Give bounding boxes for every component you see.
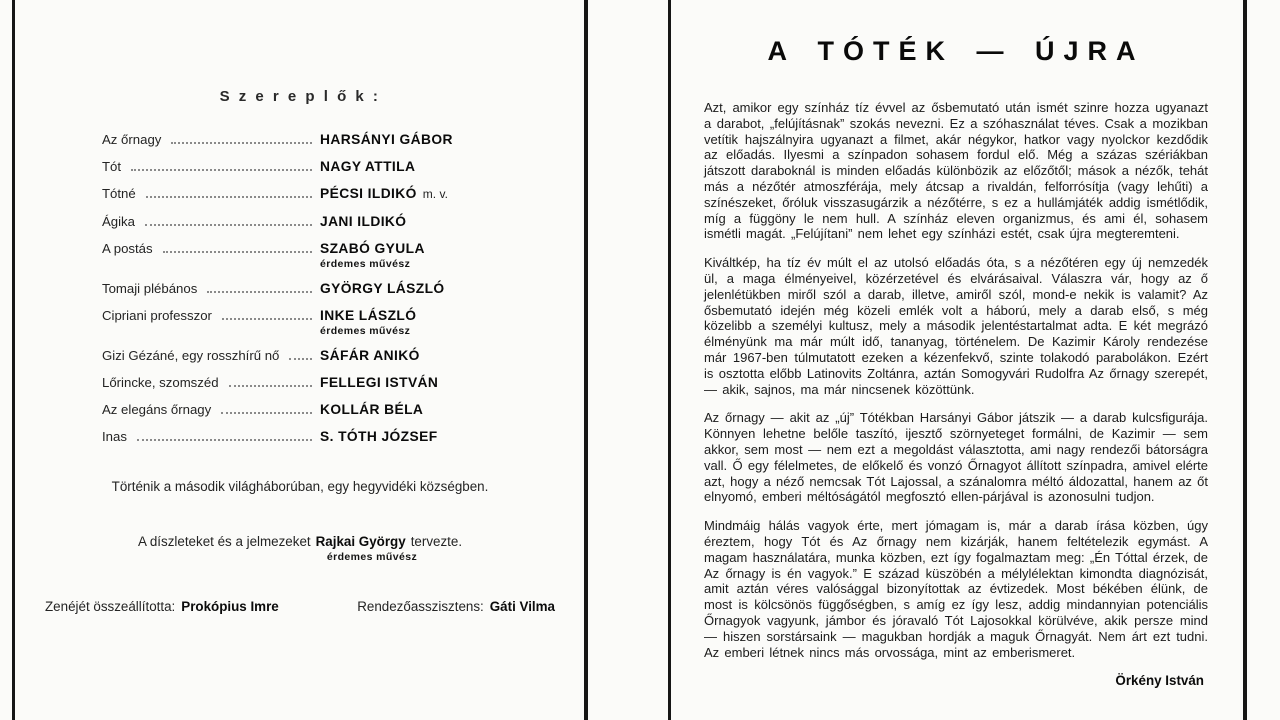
- dot-leader: [145, 213, 312, 226]
- actor-cell: [320, 131, 502, 148]
- dot-leader: [222, 307, 312, 320]
- actor-name: JANI ILDIKÓ: [320, 214, 407, 229]
- right-page-right-border: [1243, 0, 1247, 720]
- article-title: A TÓTÉK — ÚJRA: [767, 36, 1145, 66]
- cast-row: [102, 374, 502, 391]
- role-label: Inas: [102, 429, 127, 444]
- actor-cell: [320, 428, 502, 445]
- role-label: Tomaji plébános: [102, 281, 198, 296]
- actor-name: GYÖRGY LÁSZLÓ: [320, 281, 445, 296]
- cast-row: [102, 428, 502, 445]
- article-paragraph: Az őrnagy — akit az „új” Tótékban Harsányi Gábor játszik — a darab kulcsfigurája. Könnyen lehetne belőle taszító, ijesztő szörnyeteget formálni, de Kazimir — sem akkor, sem most — nem ezt a megoldást választotta, ami nagy rendezői bátorságra vall. Ő egy félelmetes, de előkelő és vonzó Őrnagyot állított színpadra, amivel elérte azt, hogy a néző nemcsak Tót Lajossal, a szánalomra méltó áldozattal, hanem az őt elnyomó, emberi méltóságától megfosztó ellen-párjával is azonosulni tudjon.: [704, 410, 1208, 505]
- role-label: Az elegáns őrnagy: [102, 402, 212, 417]
- assistant-credit-label: Rendezőasszisztens:: [357, 599, 484, 614]
- actor-name: INKE LÁSZLÓ: [320, 308, 417, 323]
- actor-cell: [320, 240, 502, 270]
- assistant-credit-name: Gáti Vilma: [489, 599, 555, 614]
- actor-name: SÁFÁR ANIKÓ: [320, 348, 420, 363]
- music-credit: [45, 599, 279, 614]
- cast-list-title: S z e r e p l ő k :: [219, 88, 381, 105]
- actor-note: érdemes művész: [320, 258, 411, 270]
- article-paragraph: Kiváltkép, ha tíz év múlt el az utolsó előadás óta, s a nézőtéren egy új nemzedék ül, a maga élményeivel, közérzetével és elvárásaival. Válaszra vár, hogy az ő jelenlétükben miről szól a darab, illetve, amiről szól, mond-e nekik is valamit? Az ősbemutató idején még közeli emlék volt a háború, mely a darab első, s még közelibb a személyi kultusz, mely a második jelentéstartalmat adta. E két megrázó élményünk ma már múlt idő, tananyag, történelem. De Kazimir Károly rendezése már 1967-ben túlmutatott ezeken a kézenfekvő, szinte tolakodó parabolákon. Ezért is osztotta előbb Latinovits Zoltánra, aztán Somogyvári Rudolfra Az őrnagy szerepét, — akik, sajnos, ma már nincsenek közöttünk.: [704, 255, 1208, 397]
- music-credit-label: Zenéjét összeállította:: [45, 599, 176, 614]
- article-body: [704, 100, 1208, 660]
- cast-page: [45, 88, 555, 614]
- author-signature: Örkény István: [1115, 673, 1204, 689]
- article-page: [704, 36, 1208, 688]
- cast-row: [102, 185, 502, 203]
- assistant-credit: [357, 599, 555, 614]
- actor-cell: [320, 158, 502, 175]
- cast-row: [102, 401, 502, 418]
- role-label: Cipriani professzor: [102, 308, 212, 323]
- actor-name: KOLLÁR BÉLA: [320, 402, 424, 417]
- cast-row: [102, 131, 502, 148]
- actor-name: S. TÓTH JÓZSEF: [320, 429, 438, 444]
- design-credit-prefix: A díszleteket és a jelmezeket: [137, 534, 311, 549]
- actor-cell: [320, 185, 502, 203]
- actor-cell: [320, 401, 502, 418]
- right-page-left-border: [668, 0, 671, 720]
- actor-cell: [320, 280, 502, 297]
- dot-leader: [171, 131, 312, 144]
- dot-leader: [229, 374, 312, 387]
- role-label: Lőrincke, szomszéd: [102, 375, 219, 390]
- actor-name: SZABÓ GYULA: [320, 241, 425, 256]
- cast-row: [102, 158, 502, 175]
- dot-leader: [207, 280, 312, 293]
- role-label: Tót: [102, 159, 122, 174]
- role-label: A postás: [102, 241, 153, 256]
- dot-leader: [163, 240, 312, 253]
- designer-name: Rajkai György: [315, 534, 406, 549]
- designer-note: érdemes művész: [326, 551, 418, 563]
- dot-leader: [146, 185, 312, 198]
- cast-row: [102, 307, 502, 337]
- cast-list: [102, 131, 502, 445]
- music-credit-name: Prokópius Imre: [181, 599, 279, 614]
- cast-row: [102, 240, 502, 270]
- role-label: Tótné: [102, 186, 136, 201]
- dot-leader: [289, 347, 312, 360]
- article-paragraph: Mindmáig hálás vagyok érte, mert jómagam is, már a darab írása közben, úgy éreztem, hogy Tót és Az őrnagy nem kizárják, hanem feltételezik egymást. A magam használatára, munka közben, ezt így fogalmaztam meg: „Én Tóttal érzek, de Az őrnagy is én vagyok.” E század küszöbén a mélylélektan kimondta diagnózisát, amit aztán véres valósággal bizonyítottak az évtizedek. Most békében élünk, de most is kölcsönös függőségben, s amíg ez így lesz, addig mindannyian potenciális Őrnagyok vagyunk, jámbor és jóravaló Tót Lajosokkal körülvéve, akik persze mind — hiszen sorstársaink — magukban hordják a maguk Őrnagyát. Nem árt ezt tudni. Az emberi létnek nincs más orvossága, mint az emberismeret.: [704, 518, 1208, 660]
- credits-footer: [45, 599, 555, 614]
- cast-row: [102, 213, 502, 230]
- actor-cell: [320, 347, 502, 364]
- dot-leader: [221, 401, 312, 414]
- cast-row: [102, 280, 502, 297]
- dot-leader: [131, 158, 312, 171]
- actor-name: NAGY ATTILA: [320, 159, 416, 174]
- actor-name: PÉCSI ILDIKÓ: [320, 186, 417, 201]
- cast-row: [102, 347, 502, 364]
- left-page-left-border: [12, 0, 15, 720]
- actor-name: FELLEGI ISTVÁN: [320, 375, 439, 390]
- actor-note: érdemes művész: [320, 325, 411, 337]
- article-paragraph: Azt, amikor egy színház tíz évvel az ősbemutató után ismét szinre hozza ugyanazt a darabot, „felújításnak” szokás nevezni. Ez a szóhasználat téves. Csak a mozikban vetítik hajszálnyira ugyanazt a filmet, akár négykor, hatkor vagy nyolckor kezdődik az előadás. Ilyesmi a színpadon sohasem fordul elő. Még a százas szériákban játszott daraboknál is minden előadás különbözik az előzőtől; mások a nézők, tehát más a nézőtér atmoszférája, mely átcsap a rivaldán, felforrósítja (vagy lehűti) a színészeket, őróluk visszasugárzik a nézőtérre, s ez a hullámjáték addig ismétlődik, míg a függöny le nem hull. A színház eleven organizmus, és ami él, sohasem ismétli magát. „Felújítani” nem lehet egy színházi estét, csak újra megteremteni.: [704, 100, 1208, 242]
- actor-cell: [320, 307, 502, 337]
- role-label: Gizi Gézáné, egy rosszhírű nő: [102, 348, 280, 363]
- design-credit: [58, 534, 542, 549]
- setting-line: Történik a második világháborúban, egy hegyvidéki községben.: [111, 479, 489, 494]
- left-page-right-border: [584, 0, 588, 720]
- actor-name: HARSÁNYI GÁBOR: [320, 132, 453, 147]
- actor-cell: [320, 213, 502, 230]
- design-credit-suffix: tervezte.: [410, 534, 463, 549]
- role-label: Az őrnagy: [102, 132, 162, 147]
- actor-suffix: m. v.: [422, 187, 448, 201]
- actor-cell: [320, 374, 502, 391]
- role-label: Ágika: [102, 214, 135, 229]
- dot-leader: [137, 428, 312, 441]
